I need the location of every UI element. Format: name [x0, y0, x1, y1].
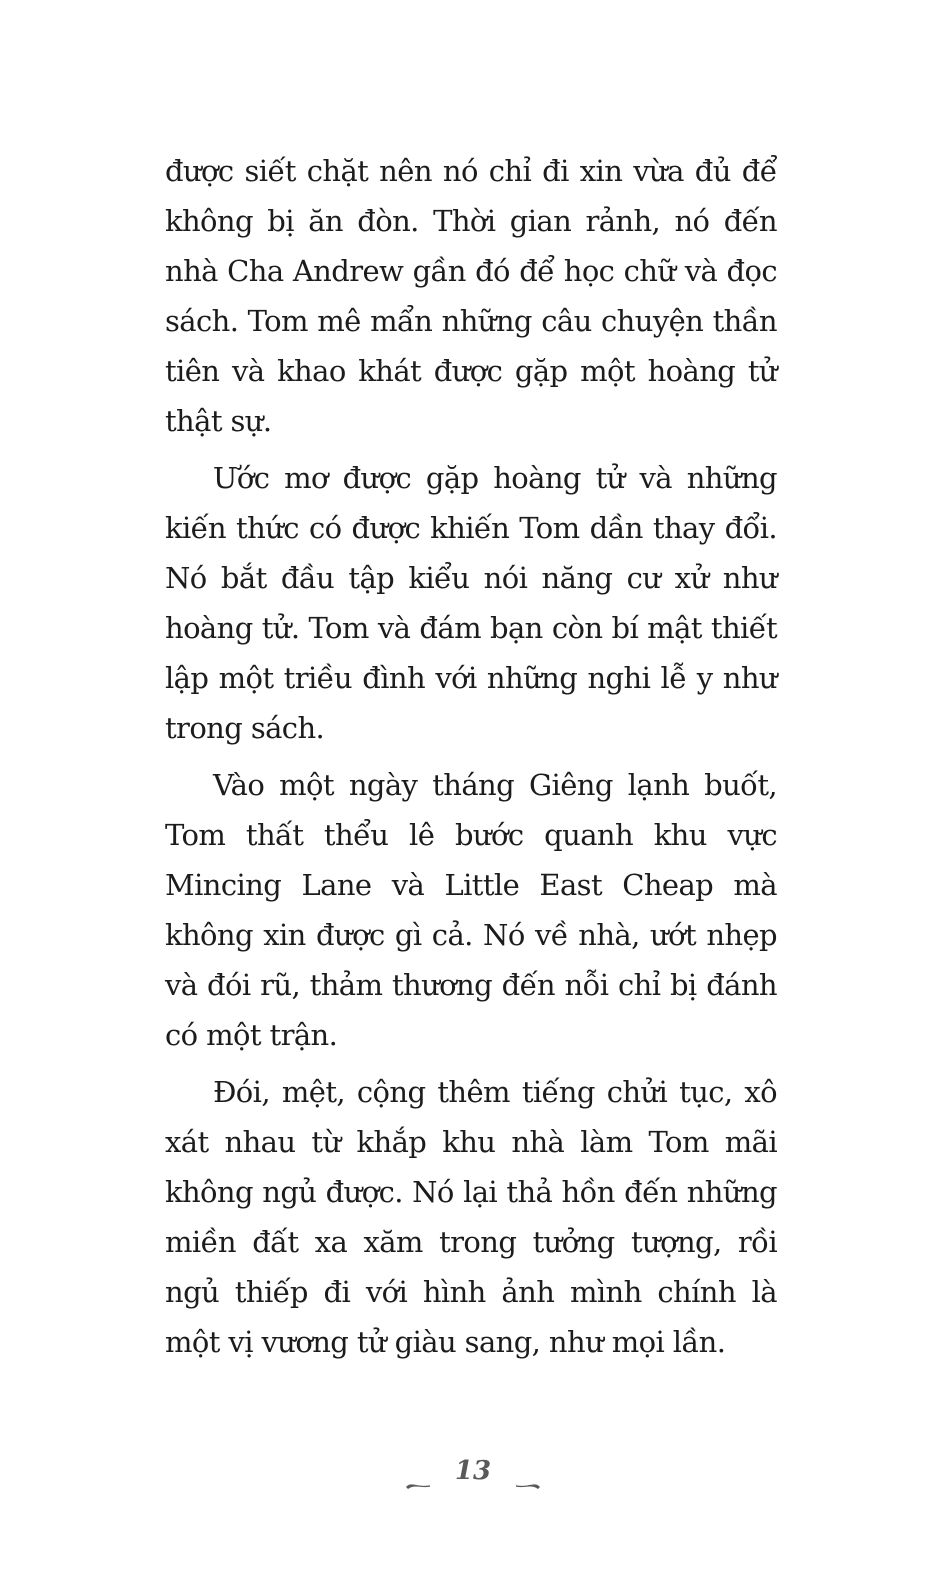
text-line: miền đất xa xăm trong tưởng tượng, rồi [165, 1225, 777, 1259]
text-line: nhà Cha Andrew gần đó để học chữ và đọc [165, 254, 777, 288]
text-line: lập một triều đình với những nghi lễ y như [165, 661, 777, 695]
page-footer [0, 1450, 946, 1491]
text-line: không ngủ được. Nó lại thả hồn đến những [165, 1175, 777, 1209]
text-line: kiến thức có được khiến Tom dần thay đổi. [165, 511, 777, 545]
text-line: và đói rũ, thảm thương đến nỗi chỉ bị đánh [165, 968, 777, 1002]
text-line: sách. Tom mê mẩn những câu chuyện thần [165, 304, 777, 338]
text-line: không xin được gì cả. Nó về nhà, ướt nhẹp [165, 918, 777, 952]
swash-right-icon [512, 1464, 542, 1478]
paragraph-1 [165, 146, 777, 446]
text-line: Tom thất thểu lê bước quanh khu vực [165, 818, 777, 852]
text-line: một vị vương tử giàu sang, như mọi lần. [165, 1325, 726, 1359]
text-line: Vào một ngày tháng Giêng lạnh buốt, [213, 768, 777, 802]
page-number: 13 [454, 1456, 492, 1486]
text-line: Mincing Lane và Little East Cheap mà [165, 868, 777, 902]
text-line: xát nhau từ khắp khu nhà làm Tom mãi [165, 1125, 777, 1159]
text-line: ngủ thiếp đi với hình ảnh mình chính là [165, 1275, 777, 1309]
paragraph-2 [165, 453, 777, 753]
page-body [165, 146, 777, 1374]
text-line: có một trận. [165, 1018, 338, 1052]
text-line: tiên và khao khát được gặp một hoàng tử [165, 354, 777, 388]
text-line: trong sách. [165, 711, 325, 745]
text-line: được siết chặt nên nó chỉ đi xin vừa đủ để [165, 154, 777, 188]
text-line: hoàng tử. Tom và đám bạn còn bí mật thiết [165, 611, 777, 645]
text-line: Ước mơ được gặp hoàng tử và những [213, 461, 777, 495]
swash-left-icon [404, 1464, 434, 1478]
text-line: Nó bắt đầu tập kiểu nói năng cư xử như [165, 561, 777, 595]
paragraph-3 [165, 760, 777, 1060]
paragraph-4 [165, 1067, 777, 1367]
text-line: thật sự. [165, 404, 272, 438]
text-line: không bị ăn đòn. Thời gian rảnh, nó đến [165, 204, 777, 238]
text-line: Đói, mệt, cộng thêm tiếng chửi tục, xô [213, 1075, 777, 1109]
